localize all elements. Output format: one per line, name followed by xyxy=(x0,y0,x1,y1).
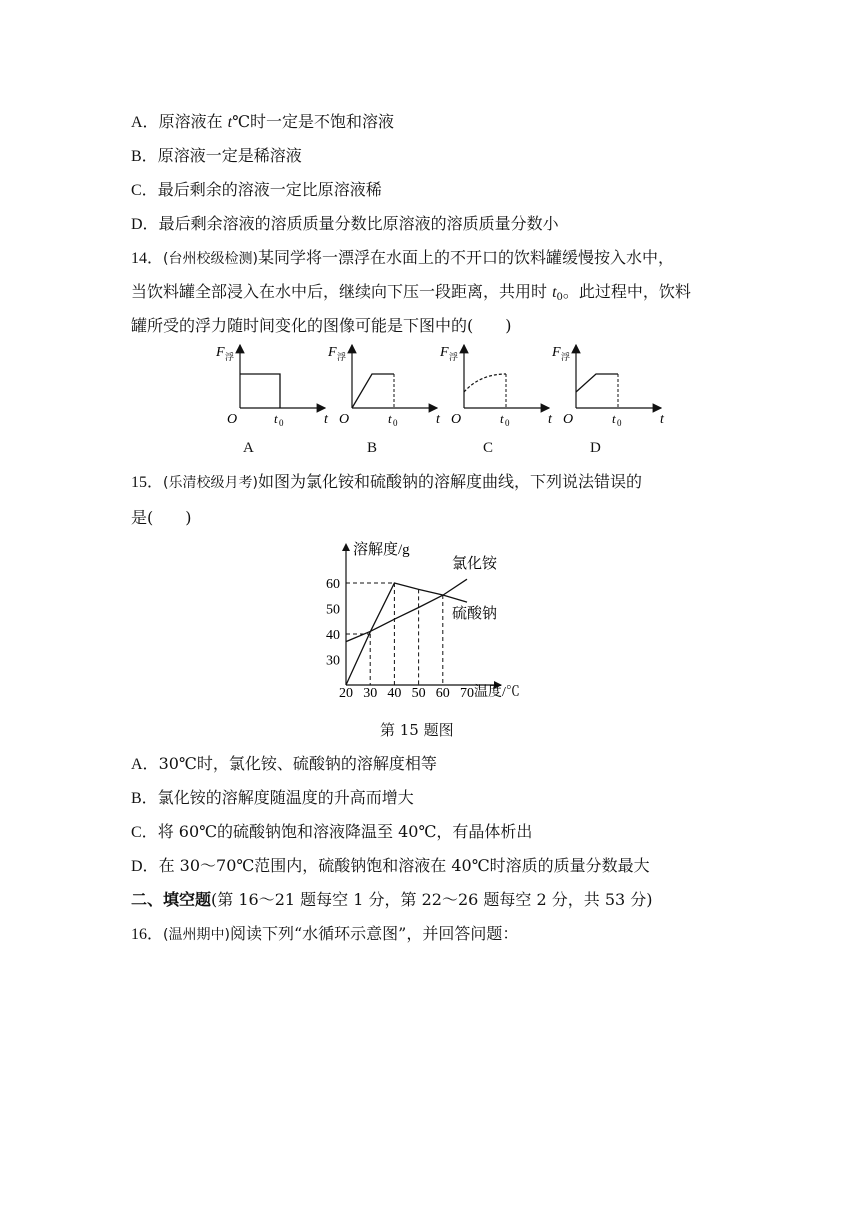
graph-a-t0: t xyxy=(274,411,278,426)
y-tick-label: 40 xyxy=(326,628,340,643)
graph-a xyxy=(215,345,329,428)
graph-b-x-label: t xyxy=(436,412,440,427)
y-axis-arrow xyxy=(342,543,350,551)
q15-option-b: B．氯化铵的溶解度随温度的升高而增大 xyxy=(131,788,414,807)
graph-d-y-sub: 浮 xyxy=(561,352,571,362)
q15-option-c: C．将 60℃的硫酸钠饱和溶液降温至 40℃，有晶体析出 xyxy=(131,822,533,841)
graph-c-label: C xyxy=(483,440,494,456)
graph-d-origin: O xyxy=(563,412,574,427)
x-tick-label: 40 xyxy=(387,686,402,701)
graph-b-curve xyxy=(352,374,394,408)
graph-a-y-label: F xyxy=(216,345,225,360)
graph-d-curve xyxy=(576,374,618,392)
graph-a-curve xyxy=(240,374,280,408)
x-tick-label: 70 xyxy=(460,686,474,701)
y-tick-label: 50 xyxy=(326,602,340,618)
y-axis-label: 溶解度/g xyxy=(353,542,410,558)
graph-c-y-sub: 浮 xyxy=(449,352,459,362)
graph-a-t0-sub: 0 xyxy=(279,418,284,428)
x-tick-label: 30 xyxy=(363,686,378,701)
graph-c-origin: O xyxy=(451,412,462,427)
graph-c-t0: t xyxy=(500,411,504,426)
section-2-heading: 二、填空题(第 16～21 题每空 1 分，第 22～26 题每空 2 分，共 53 分) xyxy=(131,890,653,909)
q14-graphs xyxy=(0,340,860,460)
q15-option-a: A．30℃时，氯化铵、硫酸钠的溶解度相等 xyxy=(131,754,437,773)
series-label-sodium-sulfate: 硫酸钠 xyxy=(452,606,498,622)
graph-d-t0-sub: 0 xyxy=(617,418,622,428)
graph-d-y-label: F xyxy=(552,345,561,360)
graph-d-x-label: t xyxy=(660,412,664,427)
x-axis-label: 温度/℃ xyxy=(474,685,520,700)
q15-figure-caption: 第 15 题图 xyxy=(380,721,454,739)
graph-a-x-label: t xyxy=(324,412,328,427)
q13-option-a: A．原溶液在 t℃时一定是不饱和溶液 xyxy=(131,112,395,131)
graph-c-y-label: F xyxy=(440,345,449,360)
x-tick-label: 60 xyxy=(435,686,450,701)
q14-line-2: 当饮料罐全部浸入在水中后，继续向下压一段距离，共用时 $t_0$。此过程中，饮料 xyxy=(131,282,691,303)
graph-b-label: B xyxy=(367,440,378,456)
graph-b-t0-sub: 0 xyxy=(393,418,398,428)
q13-option-b: B．原溶液一定是稀溶液 xyxy=(131,146,302,165)
graph-d-label: D xyxy=(590,440,601,456)
q13-option-d: D．最后剩余溶液的溶质质量分数比原溶液的溶质质量分数小 xyxy=(131,214,559,233)
q15-line-2: 是( ) xyxy=(131,508,192,527)
graph-c-curve xyxy=(464,374,506,392)
graph-d xyxy=(551,345,665,428)
graph-c-x-label: t xyxy=(548,412,552,427)
graph-b-y-sub: 浮 xyxy=(337,352,347,362)
graph-a-y-sub: 浮 xyxy=(225,352,235,362)
x-tick-label: 20 xyxy=(339,686,353,701)
graph-a-origin: O xyxy=(227,412,238,427)
q15-line-1: 15．(乐清校级月考)如图为氯化铵和硫酸钠的溶解度曲线，下列说法错误的 xyxy=(131,472,642,491)
q13-option-c: C．最后剩余的溶液一定比原溶液稀 xyxy=(131,180,382,199)
y-tick-label: 30 xyxy=(326,653,340,669)
graph-b-y-label: F xyxy=(328,345,337,360)
solubility-chart xyxy=(0,535,860,710)
series-label-ammonium-chloride: 氯化铵 xyxy=(452,556,498,572)
q16-line-1: 16．(温州期中)阅读下列“水循环示意图”，并回答问题： xyxy=(131,924,519,943)
q15-option-d: D．在 30～70℃范围内，硫酸钠饱和溶液在 40℃时溶质的质量分数最大 xyxy=(131,856,650,875)
graph-a-label: A xyxy=(243,440,254,456)
graph-b xyxy=(327,345,441,428)
y-tick-label: 60 xyxy=(326,577,340,592)
graph-c-t0-sub: 0 xyxy=(505,418,510,428)
graph-d-t0: t xyxy=(612,411,616,426)
graph-b-origin: O xyxy=(339,412,350,427)
series-ammonium-chloride-line xyxy=(346,579,467,641)
q14-line-1: 14．(台州校级检测)某同学将一漂浮在水面上的不开口的饮料罐缓慢按入水中， xyxy=(131,248,674,267)
q14-line-3: 罐所受的浮力随时间变化的图像可能是下图中的( ) xyxy=(131,316,512,335)
graph-c xyxy=(439,345,553,428)
x-tick-label: 50 xyxy=(411,686,426,701)
graph-b-t0: t xyxy=(388,411,392,426)
